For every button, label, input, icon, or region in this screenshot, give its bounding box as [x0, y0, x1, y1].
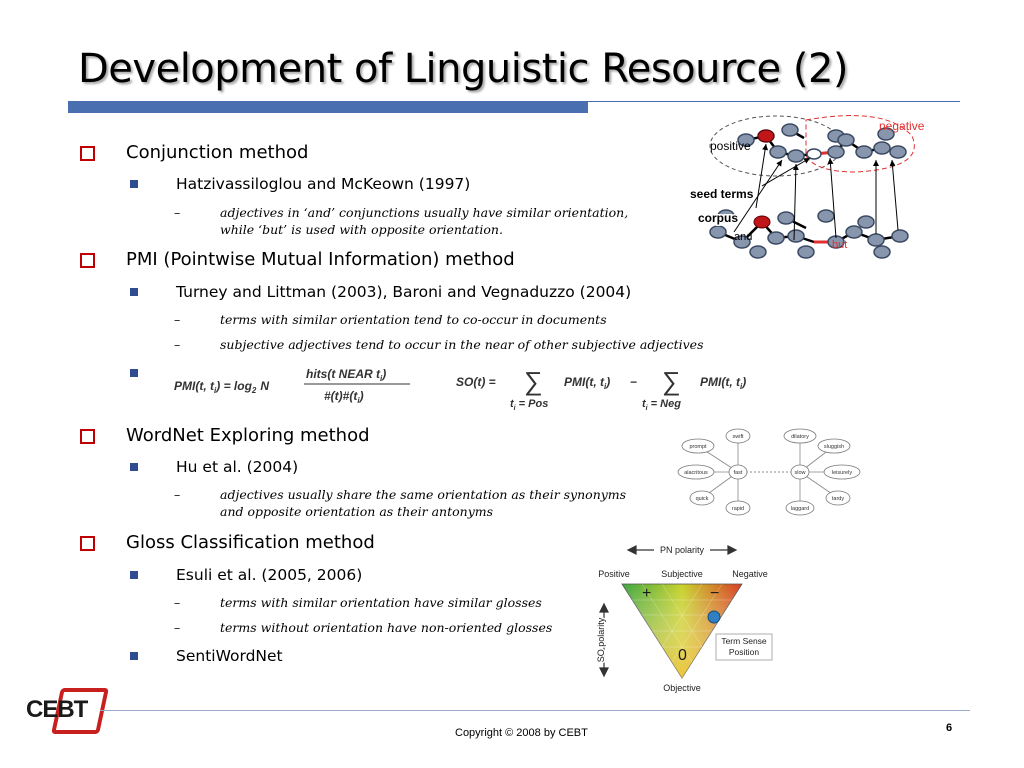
plus-sign: + — [642, 585, 652, 602]
seed-node-lower — [754, 216, 770, 228]
node-label: slow — [794, 470, 806, 476]
pn-polarity-label: PN polarity — [659, 545, 705, 555]
logo-text: CEBT — [26, 696, 88, 723]
pmi-lhs: PMI(t, $t_i) = \log_2 N$ — [174, 379, 270, 395]
note-line: while ‘but’ is used with opposite orientation. — [220, 222, 503, 237]
bullet-text: Hu et al. (2004) — [176, 458, 299, 476]
node-label: swift — [732, 434, 744, 440]
so-polarity-label: SO polarity — [596, 617, 606, 663]
section-conjunction-method — [126, 142, 308, 163]
dash-bullet-icon: – — [174, 487, 181, 502]
filled-square-bullet-icon — [130, 652, 138, 660]
section-heading: Gloss Classification method — [126, 532, 375, 553]
label-negative: negative — [879, 119, 925, 133]
bullet-item — [176, 566, 362, 584]
hollow-square-bullet-icon — [80, 429, 95, 444]
sigma-icon: ∑ — [524, 366, 543, 396]
dash-bullet-icon: – — [174, 337, 181, 352]
bullet-text: Hatzivassiloglou and McKeown (1997) — [176, 175, 471, 193]
note-line: and opposite orientation as their antonyms — [220, 504, 494, 519]
filled-square-bullet-icon — [130, 288, 138, 296]
zero-sign: 0 — [678, 647, 687, 664]
title-underline-line — [588, 101, 960, 102]
subjective-label: Subjective — [661, 569, 703, 579]
sentiwordnet-triangle-figure — [592, 540, 792, 700]
seed-node-upper — [758, 130, 774, 142]
sub-note — [174, 311, 607, 328]
note-line: adjectives usually share the same orientation as their synonyms — [220, 487, 627, 502]
dash-bullet-icon: – — [174, 595, 181, 610]
node-label: fast — [733, 470, 743, 476]
section-heading: WordNet Exploring method — [126, 425, 370, 446]
so-term-neg: PMI(t, $t_i$) — [700, 375, 747, 391]
bullet-item — [176, 647, 283, 665]
label-and: and — [734, 231, 753, 243]
note-line: terms with similar orientation tend to co-occur in documents — [220, 312, 607, 327]
node-label: tardy — [831, 496, 845, 502]
hollow-square-bullet-icon — [80, 253, 95, 268]
node-label: prompt — [689, 444, 707, 450]
sum-neg-index: $t_i$ = Neg — [642, 398, 681, 412]
note-line: subjective adjectives tend to occur in the near of other subjective adjectives — [220, 337, 704, 352]
copyright-text: Copyright © 2008 by CEBT — [455, 727, 588, 739]
filled-square-bullet-icon — [130, 571, 138, 579]
note-line: terms with similar orientation have similar glosses — [220, 595, 542, 610]
filled-square-bullet-icon — [130, 369, 138, 377]
bullet-text: Turney and Littman (2003), Baroni and Vegnaduzzo (2004) — [176, 283, 632, 301]
section-heading: PMI (Pointwise Mutual Information) method — [126, 249, 515, 270]
bullet-item — [176, 175, 470, 193]
slide-title: Development of Linguistic Resource (2) — [78, 46, 849, 92]
node-label: sluggish — [823, 444, 845, 450]
label-but: but — [832, 239, 848, 251]
footer-divider — [100, 710, 970, 711]
sub-note — [174, 594, 542, 611]
sum-pos-index: $t_i$ = Pos — [510, 398, 549, 412]
sub-note — [174, 204, 629, 238]
objective-label: Objective — [663, 683, 701, 693]
term-sense-label-1: Term Sense — [721, 636, 767, 646]
bullet-text: SentiWordNet — [176, 647, 283, 665]
node-label: quick — [695, 496, 709, 502]
positive-label: Positive — [598, 569, 630, 579]
bullet-item — [176, 458, 298, 476]
pmi-formulas — [172, 362, 772, 412]
bullet-item — [176, 283, 631, 301]
filled-square-bullet-icon — [130, 463, 138, 471]
title-underline-bar — [68, 101, 588, 113]
dash-bullet-icon: – — [174, 205, 181, 220]
hollow-square-bullet-icon — [80, 146, 95, 161]
section-heading: Conjunction method — [126, 142, 309, 163]
pmi-numerator: hits(t NEAR $t_i$) — [306, 367, 387, 383]
dash-bullet-icon: – — [174, 620, 181, 635]
node-label: rapid — [731, 506, 745, 512]
pmi-denominator: $\#(t)\#(t_i)$ — [324, 389, 364, 405]
conjunction-graph-figure — [686, 112, 936, 262]
filled-square-bullet-icon — [130, 180, 138, 188]
sub-note — [174, 619, 553, 636]
node-label: alacritous — [684, 470, 708, 476]
node-label: dilatory — [791, 434, 809, 440]
sigma-icon: ∑ — [662, 366, 681, 396]
label-positive: positive — [710, 139, 751, 153]
node-label: leisurely — [831, 470, 853, 476]
node-label: laggard — [790, 506, 810, 512]
wordnet-synonym-antonym-graph — [676, 424, 866, 520]
minus-sign: − — [710, 585, 720, 602]
section-wordnet-method — [126, 425, 370, 446]
term-sense-label-2: Position — [728, 647, 760, 657]
label-corpus: corpus — [698, 211, 739, 225]
section-gloss-classification — [126, 532, 375, 553]
minus-sign: − — [630, 375, 638, 389]
negative-label: Negative — [732, 569, 768, 579]
bullet-text: Esuli et al. (2005, 2006) — [176, 566, 363, 584]
sub-note — [174, 336, 704, 353]
sub-note — [174, 486, 627, 520]
label-seed-terms: seed terms — [690, 187, 754, 201]
cebt-logo — [22, 684, 102, 734]
so-term-pos: PMI(t, $t_i$) — [564, 375, 611, 391]
note-line: adjectives in ‘and’ conjunctions usually have similar orientation, — [220, 205, 629, 220]
section-pmi-method — [126, 249, 515, 270]
dash-bullet-icon: – — [174, 312, 181, 327]
note-line: terms without orientation have non-oriented glosses — [220, 620, 553, 635]
page-number: 6 — [946, 722, 953, 734]
so-lhs: SO(t) = — [456, 375, 496, 389]
hollow-square-bullet-icon — [80, 536, 95, 551]
term-sense-marker — [708, 611, 720, 623]
